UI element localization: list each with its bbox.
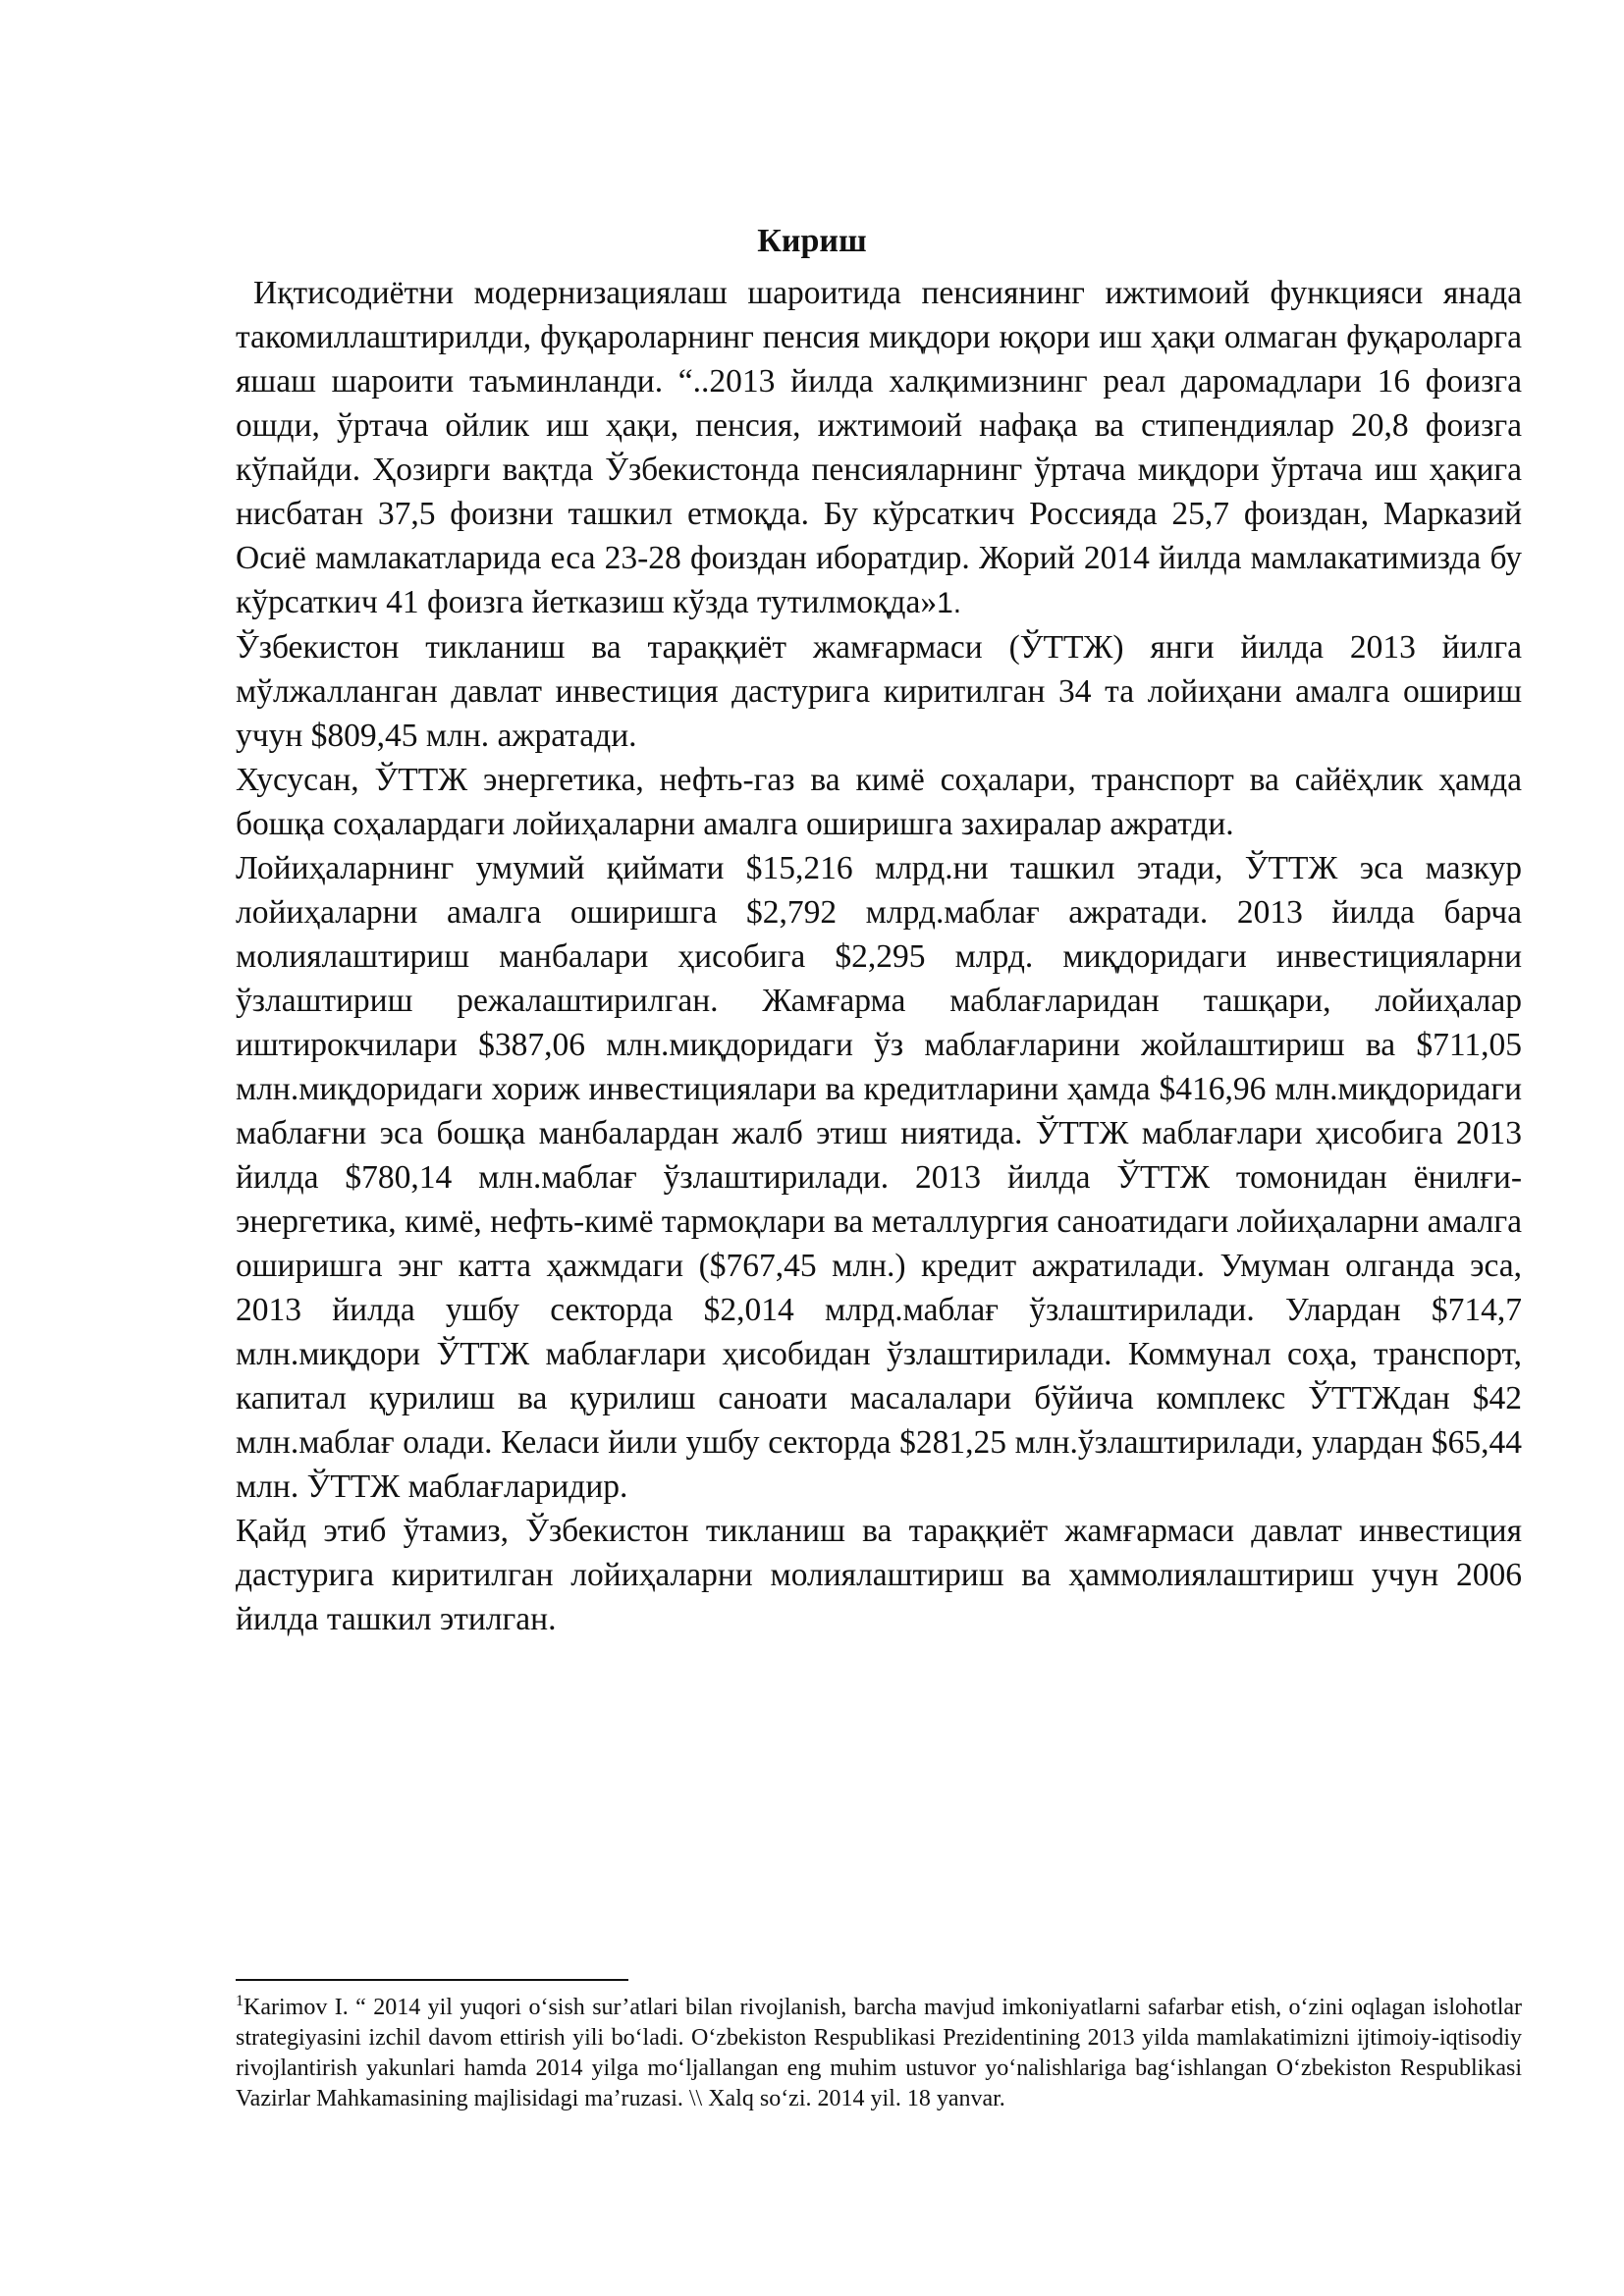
footnote-text: Karimov I. “ 2014 yil yuqori o‘sish sur’atlari bilan rivojlanish, barcha mavjud imkoniyatlarni safarbar etish, o‘zini oqlagan islohotlar strategiyasini izchil davom ettirish yili bo‘ladi. O‘zbekiston Respublikasi Prezidentining 2013 yilda mamlakatimizni ijtimoiy-iqtisodiy rivojlantirish yakunlari hamda 2014 yilga mo‘ljallangan eng muhim ustuvor yo‘nalishlariga bag‘ishlangan O‘zbekiston Respublikasi Vazirlar Mahkamasining majlisidagi ma’ruzasi. \\ Xalq so‘zi. 2014 yil. 18 yanvar.	[236, 1995, 1522, 2111]
document-title: Кириш	[757, 223, 867, 259]
footnote-marker: 1	[236, 1993, 244, 2009]
footnote-divider	[236, 1979, 628, 1981]
paragraph-text: Иқтисодиётни модернизациялаш шароитида пенсиянинг ижтимоий функцияси янада такомиллаштирилди, фуқароларнинг пенсия миқдори юқори иш ҳақи олмаган фуқароларга яшаш шароити таъминланди. “..2013 йилда халқимизнинг реал даромадлари 16 фоизга ошди, ўртача ойлик иш ҳақи, пенсия, ижтимоий нафақа ва стипендиялар 20,8 фоизга кўпайди. Ҳозирги вақтда Ўзбекистонда пенсияларнинг ўртача миқдори ўртача иш ҳақига нисбатан 37,5 фоизни ташкил етмоқда. Бу кўрсаткич Россияда 25,7 фоиздан, Марказий Осиё мамлакатларида еса 23-28 фоиздан иборатдир. Жорий 2014 йилда мамлакатимизда бу кўрсаткич 41 фоизга йетказиш кўзда тутилмоқда»	[236, 275, 1522, 620]
body-text	[236, 271, 1522, 1641]
paragraph-fund-allocation: Ўзбекистон тикланиш ва тараққиёт жамғармаси (ЎТТЖ) янги йилда 2013 йилга мўлжалланган давлат инвестиция дастурига киритилган 34 та лойиҳани амалга ошириш учун $809,45 млн. ажратади.	[236, 629, 1522, 754]
paragraph-project-financing: Лойиҳаларнинг умумий қиймати $15,216 млрд.ни ташкил этади, ЎТТЖ эса мазкур лойиҳаларни амалга оширишга $2,792 млрд.маблағ ажратади. 2013 йилда барча молиялаштириш манбалари ҳисобига $2,295 млрд. миқдоридаги инвестицияларни ўзлаштириш режалаштирилган. Жамғарма маблағларидан ташқари, лойиҳалар иштирокчилари $387,06 млн.миқдоридаги ўз маблағларини жойлаштириш ва $711,05 млн.миқдоридаги хориж инвестициялари ва кредитларини ҳамда $416,96 млн.миқдоридаги маблағни эса бошқа манбалардан жалб этиш ниятида. ЎТТЖ маблағлари ҳисобига 2013 йилда $780,14 млн.маблағ ўзлаштирилади. 2013 йилда ЎТТЖ томонидан ёнилғи-энергетика, кимё, нефть-кимё тармоқлари ва металлургия саноатидаги лойиҳаларни амалга оширишга энг катта ҳажмдаги ($767,45 млн.) кредит ажратилади. Умуман олганда эса, 2013 йилда ушбу секторда $2,014 млрд.маблағ ўзлаштирилади. Улардан $714,7 млн.миқдори ЎТТЖ маблағлари ҳисобидан ўзлаштирилади. Коммунал соҳа, транспорт, капитал қурилиш ва қурилиш саноати масалалари бўйича комплекс ЎТТЖдан $42 млн.маблағ олади. Келаси йили ушбу секторда $281,25 млн.ўзлаштирилади, улардан $65,44 млн. ЎТТЖ маблағларидир.	[236, 850, 1522, 1505]
footnote-reference: 1.	[937, 587, 962, 619]
paragraph-pension-reform	[236, 271, 1522, 625]
paragraph-fund-founding: Қайд этиб ўтамиз, Ўзбекистон тикланиш ва тараққиёт жамғармаси давлат инвестиция дастурига киритилган лойиҳаларни молиялаштириш ва ҳаммолиялаштириш учун 2006 йилда ташкил этилган.	[236, 1513, 1522, 1637]
paragraph-sector-reserves: Хусусан, ЎТТЖ энергетика, нефть-газ ва кимё соҳалари, транспорт ва сайёҳлик ҳамда бошқа соҳалардаги лойиҳаларни амалга оширишга захиралар ажратди.	[236, 762, 1522, 842]
footnote	[236, 1993, 1522, 2114]
